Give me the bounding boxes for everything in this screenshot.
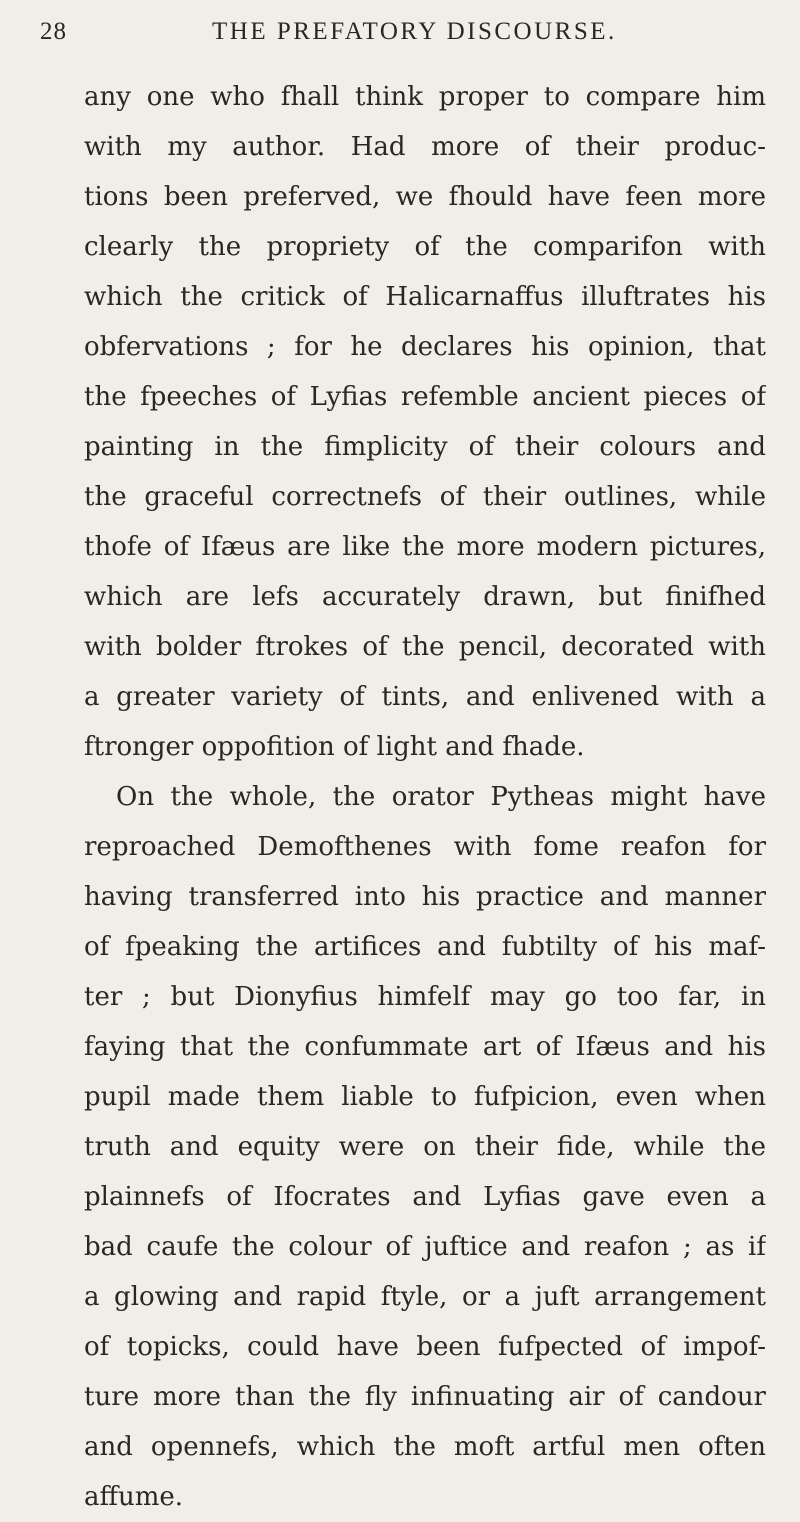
text-line: thofe of Ifæus are like the more modern pictures, xyxy=(84,532,766,562)
text-line: faying that the confummate art of Ifæus and his xyxy=(84,1032,766,1062)
text-line: a glowing and rapid ftyle, or a juft arrangement xyxy=(84,1282,766,1312)
text-line: with my author. Had more of their produc- xyxy=(84,132,766,162)
text-line: and opennefs, which the moft artful men often xyxy=(84,1432,766,1462)
text-line: of topicks, could have been fufpected of impof- xyxy=(84,1332,766,1362)
text-line: clearly the propriety of the comparifon with xyxy=(84,232,766,262)
text-line: which the critick of Halicarnaffus illuftrates his xyxy=(84,282,766,312)
text-line: ftronger oppofition of light and fhade. xyxy=(84,732,585,762)
text-line: obfervations ; for he declares his opinion, that xyxy=(84,332,766,362)
text-line: painting in the fimplicity of their colours and xyxy=(84,432,766,462)
body-text xyxy=(84,72,766,1522)
text-line: plainnefs of Ifocrates and Lyfias gave even a xyxy=(84,1182,766,1212)
text-line: of fpeaking the artifices and fubtilty of his maf- xyxy=(84,932,766,962)
page-number: 28 xyxy=(40,18,67,45)
text-line: affume. xyxy=(84,1482,184,1512)
text-line: truth and equity were on their fide, while the xyxy=(84,1132,766,1162)
running-title: THE PREFATORY DISCOURSE. xyxy=(212,18,617,45)
text-line: a greater variety of tints, and enlivened with a xyxy=(84,682,766,712)
text-line: bad caufe the colour of juftice and reafon ; as if xyxy=(84,1232,766,1262)
text-line: the graceful correctnefs of their outlines, while xyxy=(84,482,766,512)
text-line: which are lefs accurately drawn, but finifhed xyxy=(84,582,766,612)
text-line: the fpeeches of Lyfias refemble ancient pieces of xyxy=(84,382,766,412)
text-line: having transferred into his practice and manner xyxy=(84,882,766,912)
text-line: reproached Demofthenes with fome reafon for xyxy=(84,832,766,862)
text-line: ture more than the fly infinuating air of candour xyxy=(84,1382,766,1412)
text-line: tions been preferved, we fhould have feen more xyxy=(84,182,766,212)
text-line: pupil made them liable to fufpicion, even when xyxy=(84,1082,766,1112)
text-line: On the whole, the orator Pytheas might have xyxy=(116,782,766,812)
text-line: any one who fhall think proper to compare him xyxy=(84,82,766,112)
text-line: ter ; but Dionyfius himfelf may go too far, in xyxy=(84,982,766,1012)
page-header xyxy=(40,10,760,50)
text-line: with bolder ftrokes of the pencil, decorated with xyxy=(84,632,766,662)
